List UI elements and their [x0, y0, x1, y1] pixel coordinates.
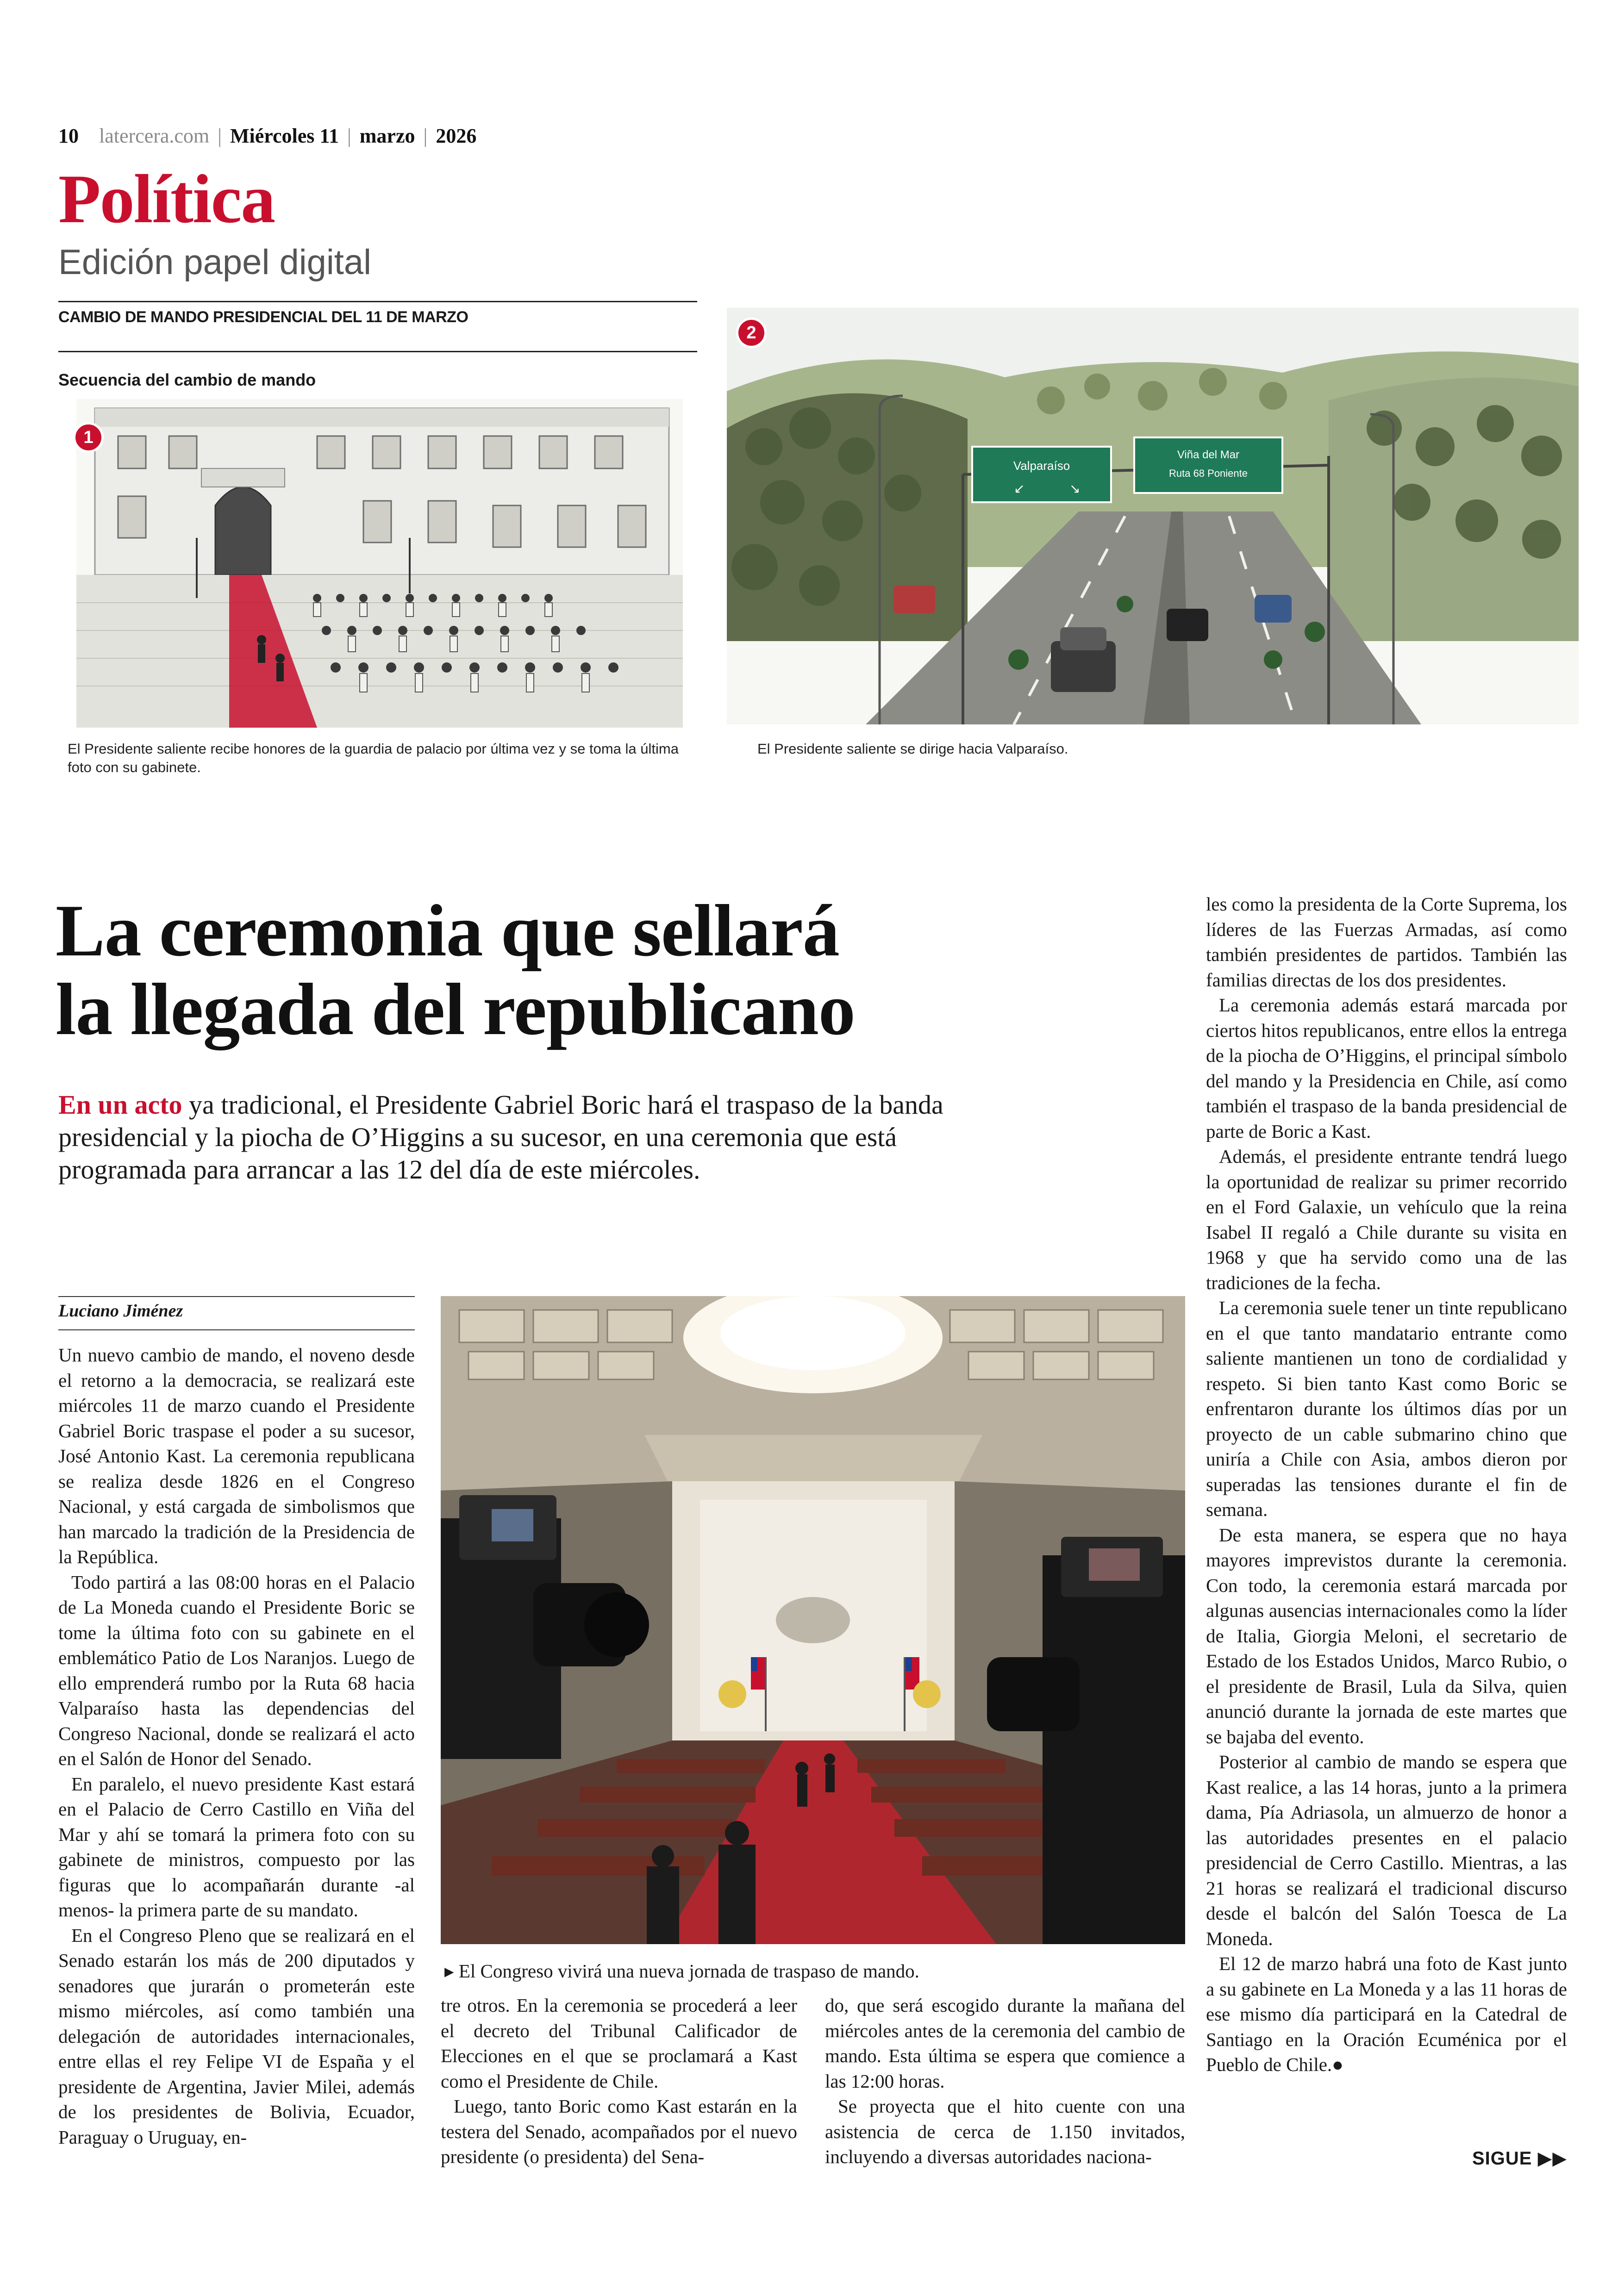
sequence-title: Secuencia del cambio de mando: [58, 370, 316, 389]
article-column-1: [58, 1342, 415, 2150]
paragraph: Posterior al cambio de mando se espera que Kast realice, a las 14 horas, junto a la primera dama, Pía Adriasola, un almuerzo de honor a las autoridades presentes en el palacio presidencial de Cerro Castillo. Mientras, a las 21 horas se realizará el tradicional discurso desde el balcón del Salón Toesca de La Moneda.: [1206, 1751, 1567, 1949]
paragraph-text: El 12 de marzo habrá una foto de Kast junto a su gabinete en La Moneda y a las 11 horas de ese mismo día participará en la Catedral de Santiago en la Oración Ecuménica por el Pueblo de Chile.: [1206, 1953, 1567, 2075]
divider: |: [218, 125, 222, 147]
sign-right-line2: Ruta 68 Poniente: [1168, 468, 1248, 479]
lead-highlight: En un acto: [58, 1090, 182, 1120]
paragraph: Un nuevo cambio de mando, el noveno desde el retorno a la democracia, se realizará este miércoles 11 de marzo cuando el Presidente Gabriel Boric traspase el poder a su sucesor, José Antonio Kast. La ceremonia republicana se realiza desde 1826 en el Congreso Nacional, y está cargada de simbolismos que han marcado la tradición de la Presidencia de la República.: [58, 1344, 415, 1567]
paragraph: En paralelo, el nuevo presidente Kast estará en el Palacio de Cerro Castillo en Viña del Mar y ahí se tomará la primera foto con su gabinete de ministros, compuesto por las figuras que lo acompañarán durante -al menos- la primera parte de su mandato.: [58, 1773, 415, 1921]
section-subtitle: Edición papel digital: [58, 243, 372, 282]
section-title: Política: [58, 161, 275, 237]
la-moneda-sketch: [76, 399, 683, 728]
folio-date: Miércoles 11: [230, 125, 339, 147]
paragraph: Luego, tanto Boric como Kast estarán en la testera del Senado, acompañados por el nuevo presidente (o presidenta) del Sena-: [441, 2095, 797, 2167]
article-headline: [56, 891, 1167, 1048]
folio-year: 2026: [436, 125, 477, 147]
folio: [58, 124, 476, 148]
folio-month: marzo: [359, 125, 415, 147]
congreso-photo: [441, 1296, 1185, 1944]
svg-text:↘: ↘: [1069, 481, 1081, 496]
headline-line-1: La ceremonia que sellará: [56, 889, 839, 972]
sign-left-text: Valparaíso: [1013, 459, 1070, 473]
paragraph: La ceremonia además estará marcada por ciertos hitos republicanos, entre ellos la entrega de la piocha de O’Higgins, el principal símbolo del mando y la Presidencia en Chile, así como también el traspaso de la banda presidencial de parte de Boric a Kast.: [1206, 994, 1567, 1142]
byline: Luciano Jiménez: [58, 1301, 183, 1321]
end-mark-icon: ●: [1332, 2054, 1343, 2075]
continues-label: SIGUE: [1472, 2148, 1532, 2169]
paragraph: do, que será escogido durante la mañana del miércoles antes de la ceremonia del cambio de mando. Esta última se espera que comience a las 12:00 horas.: [825, 1995, 1185, 2092]
highway-sketch: [727, 308, 1579, 724]
badge-2: 2: [736, 318, 767, 348]
paragraph: En el Congreso Pleno que se realizará en el Senado estarán los más de 200 diputados y senadores que jurarán o prometerán este mismo miércoles, así como también una delegación de autoridades internacionales, entre ellas el rey Felipe VI de España y el presidente de Argentina, Javier Milei, además de los presidentes de Bolivia, Ecuador, Paraguay o Uruguay, en-: [58, 1924, 415, 2148]
paragraph: La ceremonia suele tener un tinte republicano en el que tanto mandatario entrante como saliente mantienen un tono de cordialidad y respeto. Si bien tanto Kast como Boric se enfrentaron durante los últimos días por un proyecto de un cable submarino chino que uniría a Chile con Asia, ambos dieron por superadas las tensiones durante el fin de semana.: [1206, 1297, 1567, 1520]
divider: |: [423, 125, 428, 147]
illustration-caption-2: El Presidente saliente se dirige hacia Valparaíso.: [757, 741, 1068, 757]
illustration-ruta-68: [727, 308, 1579, 724]
double-arrow-icon: ▶▶: [1532, 2148, 1568, 2169]
paragraph: Todo partirá a las 08:00 horas en el Palacio de La Moneda cuando el Presidente Boric se tome la última foto con su gabinete en el emblemático Patio de Los Naranjos. Luego de ello emprenderá rumbo por la Ruta 68 hacia Valparaíso hasta las dependencias del Congreso Nacional, donde se realizará el acto en el Salón de Honor del Senado.: [58, 1571, 415, 1769]
sign-right-line1: Viña del Mar: [1177, 449, 1240, 461]
paragraph: De esta manera, se espera que no haya mayores imprevistos durante la ceremonia. Con todo, la ceremonia estará marcada por algunas ausencias internacionales como la líder de Italia, Giorgia Meloni, el secretario de Estado de los Estados Unidos, Marco Rubio, o el presidente de Brasil, Lula da Silva, quien anunció durante la jornada de este martes que se bajaba del evento.: [1206, 1524, 1567, 1747]
continues-marker[interactable]: [1472, 2148, 1567, 2169]
site-name[interactable]: latercera.com: [99, 125, 210, 147]
badge-1: 1: [73, 422, 104, 453]
article-column-3: [825, 1993, 1185, 2170]
divider: [58, 1329, 415, 1330]
lead-text: ya tradicional, el Presidente Gabriel Boric hará el traspaso de la banda presidencial y la piocha de O’Higgins a su sucesor, en una ceremonia que está programada para arrancar a las 12 del día de este miércoles.: [58, 1090, 943, 1185]
kicker: CAMBIO DE MANDO PRESIDENCIAL DEL 11 DE MARZO: [58, 308, 468, 326]
headline-line-2: la llegada del republicano: [56, 968, 855, 1050]
paragraph: les como la presidenta de la Corte Suprema, los líderes de las Fuerzas Armadas, así como también presidentes de partidos. También las familias directas de los dos presidentes.: [1206, 893, 1567, 991]
illustration-la-moneda: [76, 399, 683, 728]
divider: [58, 301, 697, 302]
illustration-caption-1: El Presidente saliente recibe honores de la guardia de palacio por última vez y se toma la última foto con su gabinete.: [68, 741, 679, 775]
article-column-4: [1206, 892, 1567, 2077]
divider: [58, 351, 697, 352]
congreso-hall-image: [441, 1296, 1185, 1944]
divider: |: [347, 125, 351, 147]
article-lead: [58, 1089, 993, 1186]
paragraph: [1206, 1951, 1567, 2077]
article-column-2: [441, 1993, 797, 2170]
photo-caption: [444, 1959, 1185, 1983]
photo-caption-text: El Congreso vivirá una nueva jornada de traspaso de mando.: [458, 1960, 919, 1982]
svg-text:↙: ↙: [1014, 481, 1025, 496]
paragraph: Se proyecta que el hito cuente con una asistencia de cerca de 1.150 invitados, incluyendo a diversas autoridades naciona-: [825, 2095, 1185, 2167]
page-number: 10: [58, 125, 79, 147]
paragraph: Además, el presidente entrante tendrá luego la oportunidad de realizar su primer recorrido en el Ford Galaxie, un vehículo que la reina Isabel II regaló a Chile durante su visita en 1968 y que ha servido como una de las tradiciones de la fecha.: [1206, 1146, 1567, 1293]
divider: [58, 1296, 415, 1297]
caption-arrow-icon: ▸: [444, 1960, 459, 1982]
paragraph: tre otros. En la ceremonia se procederá a leer el decreto del Tribunal Calificador de Elecciones en el que se proclamará a Kast como el Presidente de Chile.: [441, 1995, 797, 2092]
